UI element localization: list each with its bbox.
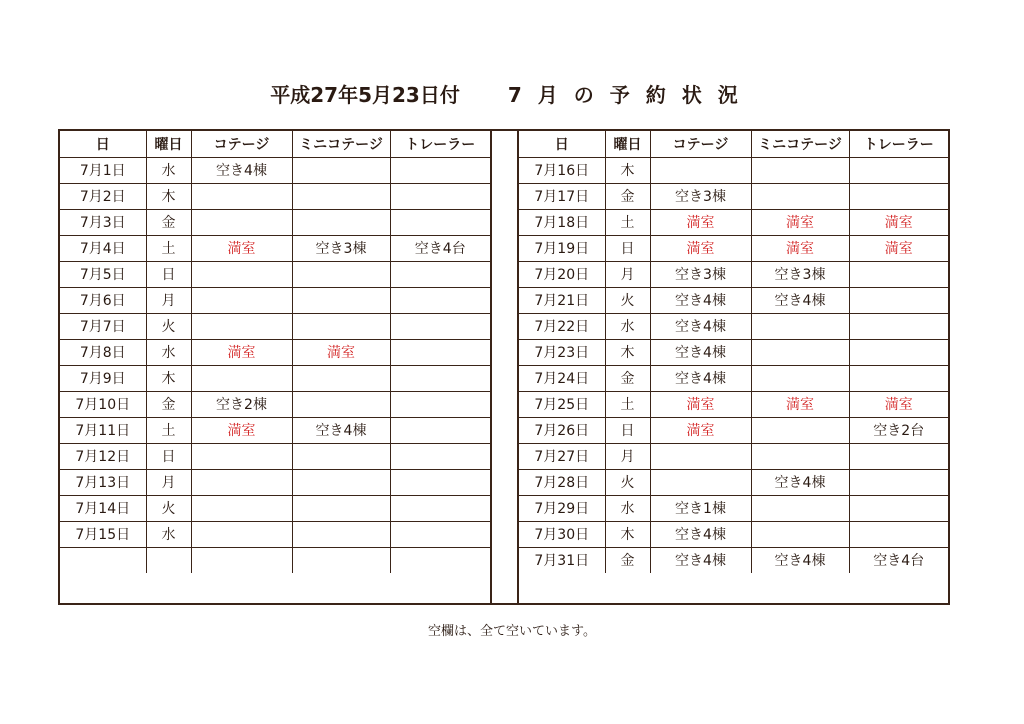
mini-cottage-cell <box>751 495 849 521</box>
date-cell: 7月29日 <box>519 495 605 521</box>
date-cell: 7月10日 <box>60 391 146 417</box>
date-cell: 7月25日 <box>519 391 605 417</box>
cottage-cell: 空き4棟 <box>650 287 751 313</box>
date-cell: 7月30日 <box>519 521 605 547</box>
cottage-cell <box>191 209 292 235</box>
mini-cottage-cell <box>751 417 849 443</box>
weekday-cell: 水 <box>146 521 191 547</box>
table-row <box>60 547 490 573</box>
date-cell: 7月13日 <box>60 469 146 495</box>
column-header: コテージ <box>191 131 292 157</box>
mini-cottage-cell <box>751 443 849 469</box>
weekday-cell: 金 <box>605 547 650 573</box>
mini-cottage-cell <box>292 547 390 573</box>
cottage-cell: 空き4棟 <box>650 313 751 339</box>
weekday-cell: 土 <box>605 391 650 417</box>
trailer-cell <box>390 313 490 339</box>
date-cell: 7月26日 <box>519 417 605 443</box>
table-header-row <box>60 131 490 157</box>
mini-cottage-cell <box>292 443 390 469</box>
date-cell: 7月17日 <box>519 183 605 209</box>
cottage-cell: 空き3棟 <box>650 261 751 287</box>
column-header: ミニコテージ <box>292 131 390 157</box>
date-cell: 7月4日 <box>60 235 146 261</box>
table-row <box>60 313 490 339</box>
column-header: ミニコテージ <box>751 131 849 157</box>
table-row <box>519 261 948 287</box>
table-row <box>60 365 490 391</box>
mini-cottage-cell: 空き3棟 <box>751 261 849 287</box>
mini-cottage-cell <box>751 313 849 339</box>
column-header: 日 <box>60 131 146 157</box>
trailer-cell <box>390 443 490 469</box>
date-cell: 7月2日 <box>60 183 146 209</box>
weekday-cell: 月 <box>605 261 650 287</box>
mini-cottage-cell <box>292 469 390 495</box>
trailer-cell <box>849 157 948 183</box>
trailer-cell <box>390 469 490 495</box>
cottage-cell <box>191 521 292 547</box>
weekday-cell <box>146 547 191 573</box>
cottage-cell: 空き3棟 <box>650 183 751 209</box>
weekday-cell: 木 <box>605 157 650 183</box>
weekday-cell: 水 <box>605 495 650 521</box>
column-header: コテージ <box>650 131 751 157</box>
cottage-cell: 空き4棟 <box>191 157 292 183</box>
date-cell: 7月9日 <box>60 365 146 391</box>
date-cell: 7月19日 <box>519 235 605 261</box>
table-row <box>60 443 490 469</box>
date-cell: 7月14日 <box>60 495 146 521</box>
footnote: 空欄は、全て空いています。 <box>428 624 596 639</box>
trailer-cell <box>849 521 948 547</box>
mini-cottage-cell <box>292 287 390 313</box>
trailer-cell: 空き4台 <box>390 235 490 261</box>
date-cell: 7月1日 <box>60 157 146 183</box>
mini-cottage-cell <box>751 183 849 209</box>
trailer-cell <box>849 183 948 209</box>
table-row <box>60 235 490 261</box>
cottage-cell: 空き4棟 <box>650 339 751 365</box>
cottage-cell <box>191 183 292 209</box>
cottage-cell: 空き4棟 <box>650 521 751 547</box>
cottage-cell: 空き1棟 <box>650 495 751 521</box>
table-row <box>519 365 948 391</box>
table-row <box>60 521 490 547</box>
mini-cottage-cell <box>292 157 390 183</box>
column-header: 日 <box>519 131 605 157</box>
date-cell: 7月31日 <box>519 547 605 573</box>
trailer-cell <box>390 365 490 391</box>
cottage-cell: 満室 <box>650 209 751 235</box>
table-row <box>60 261 490 287</box>
weekday-cell: 木 <box>605 521 650 547</box>
weekday-cell: 火 <box>146 313 191 339</box>
cottage-cell: 空き4棟 <box>650 547 751 573</box>
trailer-cell: 満室 <box>849 235 948 261</box>
trailer-cell: 空き2台 <box>849 417 948 443</box>
cottage-cell: 満室 <box>191 339 292 365</box>
weekday-cell: 金 <box>605 183 650 209</box>
table-row <box>519 469 948 495</box>
weekday-cell: 水 <box>146 157 191 183</box>
trailer-cell <box>390 183 490 209</box>
weekday-cell: 月 <box>605 443 650 469</box>
trailer-cell: 満室 <box>849 391 948 417</box>
date-cell: 7月11日 <box>60 417 146 443</box>
weekday-cell: 土 <box>605 209 650 235</box>
table-row <box>60 183 490 209</box>
column-header: 曜日 <box>146 131 191 157</box>
trailer-cell <box>849 469 948 495</box>
weekday-cell: 木 <box>605 339 650 365</box>
reservation-table-right <box>519 131 948 573</box>
weekday-cell: 土 <box>146 235 191 261</box>
column-header: トレーラー <box>390 131 490 157</box>
date-cell: 7月22日 <box>519 313 605 339</box>
table-header-row <box>519 131 948 157</box>
mini-cottage-cell <box>292 183 390 209</box>
trailer-cell <box>849 313 948 339</box>
weekday-cell: 火 <box>605 469 650 495</box>
weekday-cell: 金 <box>146 391 191 417</box>
mini-cottage-cell: 空き4棟 <box>751 287 849 313</box>
weekday-cell: 日 <box>605 235 650 261</box>
cottage-cell <box>191 443 292 469</box>
mini-cottage-cell: 満室 <box>751 209 849 235</box>
weekday-cell: 金 <box>605 365 650 391</box>
date-cell: 7月15日 <box>60 521 146 547</box>
weekday-cell: 火 <box>605 287 650 313</box>
weekday-cell: 月 <box>146 469 191 495</box>
date-cell: 7月18日 <box>519 209 605 235</box>
mini-cottage-cell <box>751 521 849 547</box>
table-row <box>519 391 948 417</box>
trailer-cell <box>390 209 490 235</box>
mini-cottage-cell: 満室 <box>751 235 849 261</box>
reservation-heading: 7月の予約状況 <box>507 83 754 107</box>
mini-cottage-cell <box>292 365 390 391</box>
mini-cottage-cell: 空き4棟 <box>751 469 849 495</box>
cottage-cell: 満室 <box>650 391 751 417</box>
date-cell: 7月21日 <box>519 287 605 313</box>
weekday-cell: 月 <box>146 287 191 313</box>
table-row <box>519 183 948 209</box>
date-cell: 7月27日 <box>519 443 605 469</box>
mini-cottage-cell <box>292 391 390 417</box>
cottage-cell <box>191 313 292 339</box>
mini-cottage-cell <box>292 261 390 287</box>
date-cell <box>60 547 146 573</box>
cottage-cell: 満室 <box>191 235 292 261</box>
cottage-cell <box>650 469 751 495</box>
cottage-cell: 満室 <box>650 417 751 443</box>
table-row <box>519 443 948 469</box>
mini-cottage-cell <box>292 495 390 521</box>
cottage-cell: 満室 <box>650 235 751 261</box>
issue-date: 平成27年5月23日付 <box>270 83 460 107</box>
date-cell: 7月6日 <box>60 287 146 313</box>
mini-cottage-cell: 満室 <box>292 339 390 365</box>
mini-cottage-cell: 空き4棟 <box>751 547 849 573</box>
cottage-cell <box>191 365 292 391</box>
weekday-cell: 金 <box>146 209 191 235</box>
column-header: 曜日 <box>605 131 650 157</box>
weekday-cell: 土 <box>146 417 191 443</box>
date-cell: 7月20日 <box>519 261 605 287</box>
weekday-cell: 木 <box>146 183 191 209</box>
date-cell: 7月24日 <box>519 365 605 391</box>
table-row <box>60 391 490 417</box>
trailer-cell <box>849 443 948 469</box>
mini-cottage-cell <box>751 157 849 183</box>
table-row <box>60 157 490 183</box>
mini-cottage-cell <box>292 209 390 235</box>
trailer-cell <box>390 157 490 183</box>
table-row <box>519 235 948 261</box>
trailer-cell <box>849 261 948 287</box>
mini-cottage-cell: 空き3棟 <box>292 235 390 261</box>
table-row <box>60 209 490 235</box>
date-cell: 7月3日 <box>60 209 146 235</box>
table-row <box>60 339 490 365</box>
trailer-cell <box>390 261 490 287</box>
mini-cottage-cell <box>751 339 849 365</box>
weekday-cell: 木 <box>146 365 191 391</box>
date-cell: 7月8日 <box>60 339 146 365</box>
weekday-cell: 火 <box>146 495 191 521</box>
table-row <box>60 469 490 495</box>
trailer-cell <box>849 365 948 391</box>
date-cell: 7月12日 <box>60 443 146 469</box>
trailer-cell <box>390 417 490 443</box>
weekday-cell: 日 <box>146 261 191 287</box>
trailer-cell <box>390 339 490 365</box>
table-row <box>60 287 490 313</box>
trailer-cell <box>390 521 490 547</box>
cottage-cell: 空き2棟 <box>191 391 292 417</box>
table-row <box>519 339 948 365</box>
mini-cottage-cell <box>292 313 390 339</box>
table-row <box>519 313 948 339</box>
trailer-cell: 空き4台 <box>849 547 948 573</box>
date-cell: 7月7日 <box>60 313 146 339</box>
weekday-cell: 水 <box>146 339 191 365</box>
weekday-cell: 日 <box>146 443 191 469</box>
cottage-cell: 空き4棟 <box>650 365 751 391</box>
column-divider <box>490 129 492 605</box>
table-row <box>519 287 948 313</box>
trailer-cell <box>849 287 948 313</box>
table-row <box>60 417 490 443</box>
trailer-cell <box>390 547 490 573</box>
table-row <box>60 495 490 521</box>
trailer-cell: 満室 <box>849 209 948 235</box>
trailer-cell <box>849 495 948 521</box>
column-header: トレーラー <box>849 131 948 157</box>
date-cell: 7月23日 <box>519 339 605 365</box>
mini-cottage-cell: 空き4棟 <box>292 417 390 443</box>
trailer-cell <box>390 391 490 417</box>
table-row <box>519 495 948 521</box>
date-cell: 7月5日 <box>60 261 146 287</box>
trailer-cell <box>390 495 490 521</box>
mini-cottage-cell: 満室 <box>751 391 849 417</box>
cottage-cell <box>191 261 292 287</box>
mini-cottage-cell <box>292 521 390 547</box>
cottage-cell <box>191 495 292 521</box>
cottage-cell <box>191 469 292 495</box>
page-title <box>0 79 1024 108</box>
cottage-cell <box>650 157 751 183</box>
reservation-table-left <box>60 131 490 573</box>
table-row <box>519 209 948 235</box>
trailer-cell <box>849 339 948 365</box>
table-row <box>519 417 948 443</box>
trailer-cell <box>390 287 490 313</box>
table-row <box>519 547 948 573</box>
cottage-cell <box>191 547 292 573</box>
table-row <box>519 521 948 547</box>
date-cell: 7月16日 <box>519 157 605 183</box>
cottage-cell <box>650 443 751 469</box>
date-cell: 7月28日 <box>519 469 605 495</box>
weekday-cell: 日 <box>605 417 650 443</box>
mini-cottage-cell <box>751 365 849 391</box>
cottage-cell <box>191 287 292 313</box>
weekday-cell: 水 <box>605 313 650 339</box>
cottage-cell: 満室 <box>191 417 292 443</box>
table-row <box>519 157 948 183</box>
